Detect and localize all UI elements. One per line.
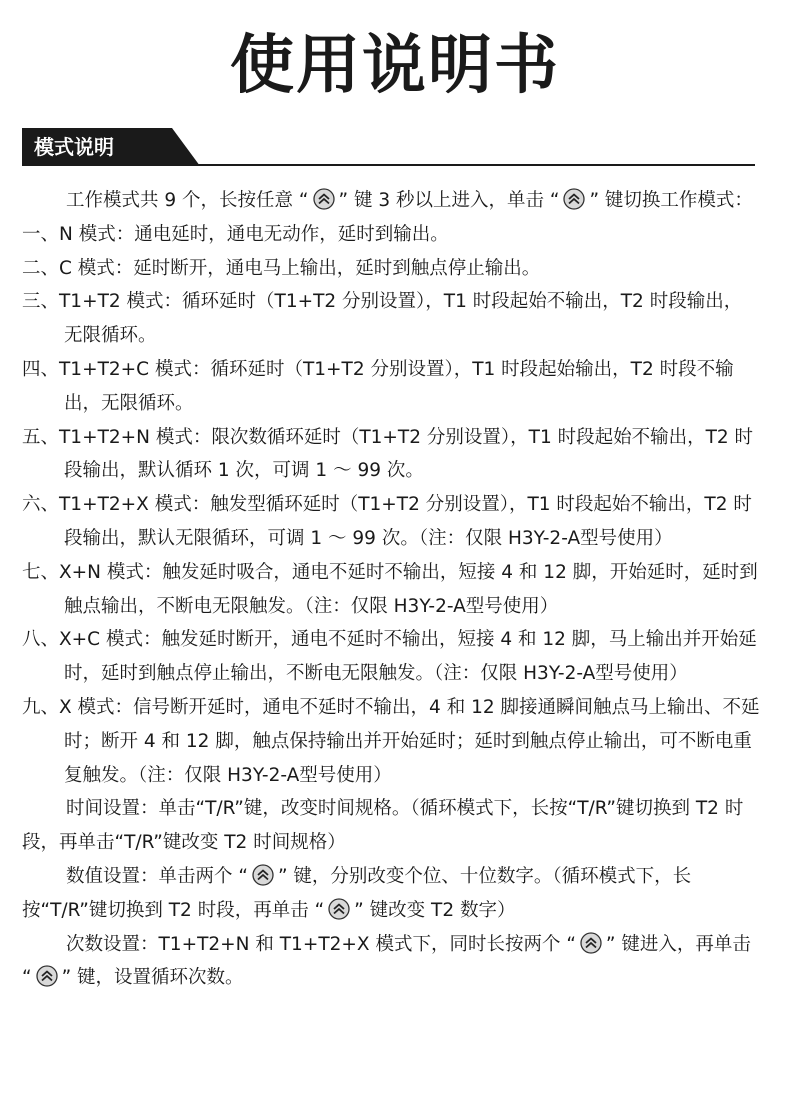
section-header: [22, 128, 755, 166]
mode-item-6: 六、T1+T2+X 模式：触发型循环延时（T1+T2 分别设置），T1 时段起始不输出，T2 时段输出，默认无限循环，可调 1 ～ 99 次。（注：仅限 H3Y-2-A型号使用）: [22, 494, 752, 549]
intro-text-3: ” 键切换工作模式：: [589, 190, 753, 211]
section-rule: [22, 164, 755, 166]
value-text-1: 数值设置：单击两个 “: [66, 865, 248, 887]
double-chevron-up-icon: [328, 898, 350, 920]
double-chevron-up-icon: [313, 188, 335, 210]
page-title: 使用说明书: [230, 29, 560, 103]
count-setting-paragraph: [22, 928, 760, 996]
time-setting-paragraph: 时间设置：单击“T/R”键，改变时间规格。（循环模式下，长按“T/R”键切换到 T2 时段，再单击“T/R”键改变 T2 时间规格）: [22, 798, 744, 854]
value-text-3: ” 键改变 T2 数字）: [354, 899, 516, 921]
manual-content: [22, 184, 760, 995]
section-label: 模式说明: [34, 135, 114, 159]
count-text-3: ” 键，设置循环次数。: [61, 967, 244, 989]
double-chevron-up-icon: [36, 965, 58, 987]
mode-item-2: 二、C 模式：延时断开，通电马上输出，延时到触点停止输出。: [22, 257, 541, 279]
mode-item-7: 七、X+N 模式：触发延时吸合，通电不延时不输出，短接 4 和 12 脚，开始延时，延时到触点输出，不断电无限触发。（注：仅限 H3Y-2-A型号使用）: [22, 561, 758, 617]
value-setting-paragraph: [22, 860, 760, 928]
count-text-2: ” 键进入，再单击 “: [22, 933, 751, 989]
double-chevron-up-icon: [563, 188, 585, 210]
intro-text-2: ” 键 3 秒以上进入，单击 “: [338, 190, 560, 211]
double-chevron-up-icon: [580, 932, 602, 954]
mode-item-4: 四、T1+T2+C 模式：循环延时（T1+T2 分别设置），T1 时段起始输出，T2 时段不输出，无限循环。: [22, 358, 734, 414]
mode-item-1: 一、N 模式：通电延时，通电无动作，延时到输出。: [22, 223, 449, 245]
double-chevron-up-icon: [252, 864, 274, 886]
mode-item-8: 八、X+C 模式：触发延时断开，通电不延时不输出，短接 4 和 12 脚，马上输出并开始延时，延时到触点停止输出，不断电无限触发。（注：仅限 H3Y-2-A型号使用）: [22, 629, 757, 685]
value-text-2: ” 键，分别改变个位、十位数字。（循环模式下，长按“T/R”键切换到 T2 时段，再单击 “: [22, 865, 692, 921]
intro-text-1: 工作模式共 9 个，长按任意 “: [66, 190, 309, 211]
intro-paragraph: [22, 184, 760, 218]
mode-item-9: 九、X 模式：信号断开延时，通电不延时不输出，4 和 12 脚接通瞬间触点马上输出、不延时；断开 4 和 12 脚，触点保持输出并开始延时；延时到触点停止输出，可不断电重复触发。（注：仅限 H3Y-2-A型号使用）: [22, 696, 760, 786]
mode-item-5: 五、T1+T2+N 模式：限次数循环延时（T1+T2 分别设置），T1 时段起始不输出，T2 时段输出，默认循环 1 次，可调 1 ～ 99 次。: [22, 426, 754, 482]
count-text-1: 次数设置：T1+T2+N 和 T1+T2+X 模式下，同时长按两个 “: [66, 933, 576, 955]
mode-item-3: 三、T1+T2 模式：循环延时（T1+T2 分别设置），T1 时段起始不输出，T2 时段输出，无限循环。: [22, 291, 743, 347]
